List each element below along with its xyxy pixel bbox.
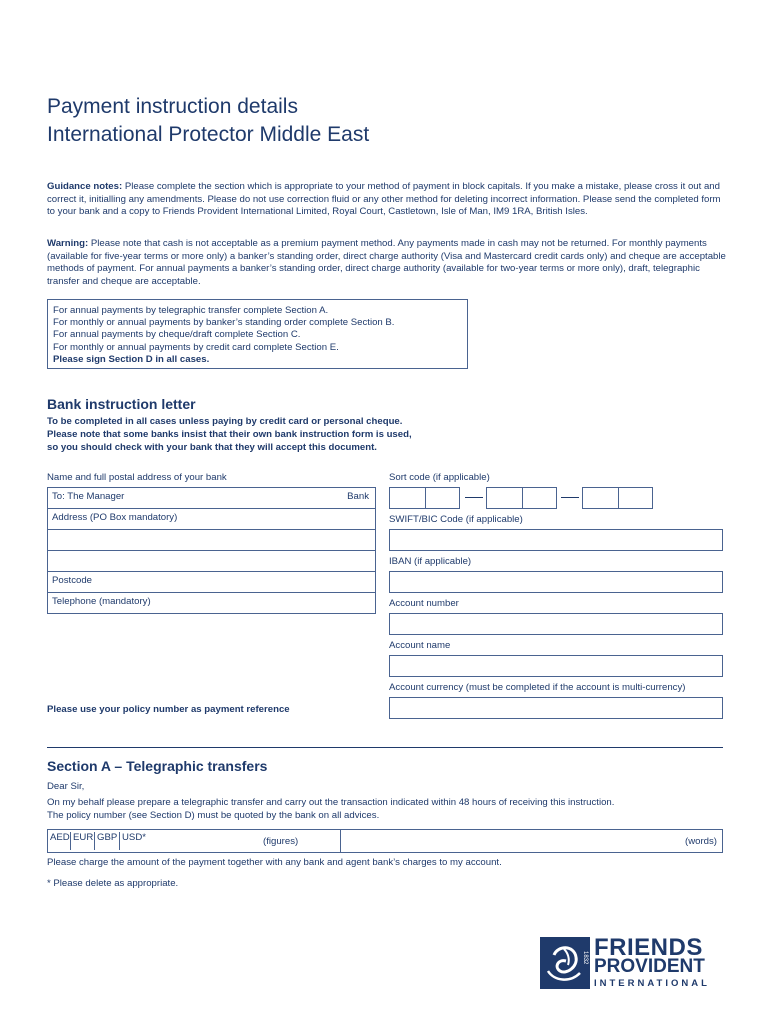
currency-divider <box>70 832 71 850</box>
info-line: For annual payments by cheque/draft complete Section C. <box>53 329 301 341</box>
address-line-2-field[interactable] <box>47 529 376 551</box>
bank-suffix-label: Bank <box>347 491 369 502</box>
delete-note: * Please delete as appropriate. <box>47 878 179 889</box>
iban-field[interactable] <box>389 571 723 593</box>
currency-gbp[interactable]: GBP <box>97 832 118 843</box>
logo-year: 1832 <box>582 951 588 965</box>
account-currency-label: Account currency (must be completed if the account is multi-currency) <box>389 682 686 693</box>
account-name-label: Account name <box>389 640 451 651</box>
words-label: (words) <box>685 836 717 847</box>
currency-eur[interactable]: EUR <box>73 832 94 843</box>
logo-provident: PROVIDENT <box>594 956 705 977</box>
currency-selector[interactable] <box>48 832 148 850</box>
warning-notes <box>47 238 727 288</box>
account-number-label: Account number <box>389 598 459 609</box>
section-a-line-1: On my behalf please prepare a telegraphic transfer and carry out the transaction indicated within 48 hours of receiving this instruction. <box>47 797 615 808</box>
sort-code-dash <box>561 497 579 498</box>
dear-sir: Dear Sir, <box>47 781 85 792</box>
logo-international: INTERNATIONAL <box>594 978 710 989</box>
account-currency-field[interactable] <box>389 697 723 719</box>
guidance-text: Please complete the section which is appropriate to your method of payment in block capitals. If you make a mistake, please cross it out and correct it, initialling any amendments. Please do not use correction fluid or any other method for deleting incorrect information. Please send the completed form to your bank and a copy to Friends Provident International Limited, Royal Court, Castletown, Isle of Man, IM9 1RA, British Isles. <box>47 181 721 218</box>
bank-letter-note-3: so you should check with your bank that they will accept this document. <box>47 442 377 453</box>
transfer-amount-field[interactable] <box>47 829 723 853</box>
address-line-3-field[interactable] <box>47 550 376 572</box>
sort-code-dash <box>465 497 483 498</box>
rose-logo-icon <box>540 937 590 989</box>
logo-friends: FRIENDS <box>594 934 703 961</box>
currency-divider <box>94 832 95 850</box>
bank-address-label: Name and full postal address of your bank <box>47 472 227 483</box>
account-number-field[interactable] <box>389 613 723 635</box>
page-title: Payment instruction details <box>47 95 298 118</box>
bank-letter-note-1: To be completed in all cases unless paying by credit card or personal cheque. <box>47 416 403 427</box>
telephone-label: Telephone (mandatory) <box>52 596 151 607</box>
payment-method-info-box <box>47 299 468 369</box>
info-bold-line: Please sign Section D in all cases. <box>53 353 210 365</box>
guidance-notes <box>47 181 727 219</box>
bank-letter-note-2: Please note that some banks insist that their own bank instruction form is used, <box>47 429 412 440</box>
telephone-field[interactable] <box>47 592 376 614</box>
info-line: For monthly or annual payments by credit card complete Section E. <box>53 341 339 353</box>
postcode-field[interactable] <box>47 571 376 593</box>
bank-name-field[interactable] <box>47 487 376 509</box>
policy-reference-note: Please use your policy number as payment reference <box>47 704 290 715</box>
sort-code-pair-3[interactable] <box>582 487 653 509</box>
swift-label: SWIFT/BIC Code (if applicable) <box>389 514 523 525</box>
sort-code-pair-1[interactable] <box>389 487 460 509</box>
info-line: For monthly or annual payments by banker’s standing order complete Section B. <box>53 317 395 329</box>
warning-text: Please note that cash is not acceptable as a premium payment method. Any payments made in cash may not be returned. For monthly payments (available for five-year terms or more only) a banker’s standing order, direct charge authority (Visa and Mastercard credit cards only) and cheque are acceptable methods of payment. For annual payments a banker’s standing order, direct charge authority (available for two-year terms or more only), draft, telegraphic transfer and cheque are acceptable. <box>47 238 726 287</box>
address-label: Address (PO Box mandatory) <box>52 512 178 523</box>
guidance-label: Guidance notes: <box>47 181 123 192</box>
warning-label: Warning: <box>47 238 89 249</box>
page-subtitle: International Protector Middle East <box>47 123 370 146</box>
figures-label: (figures) <box>263 836 299 847</box>
postcode-label: Postcode <box>52 575 93 586</box>
to-manager-label: To: The Manager <box>52 491 125 502</box>
iban-label: IBAN (if applicable) <box>389 556 472 567</box>
charge-note: Please charge the amount of the payment together with any bank and agent bank’s charges to my account. <box>47 857 502 868</box>
bank-letter-heading: Bank instruction letter <box>47 396 196 412</box>
currency-divider <box>119 832 120 850</box>
figures-words-divider <box>340 830 341 852</box>
section-divider <box>47 747 723 748</box>
sort-code-label: Sort code (if applicable) <box>389 472 490 483</box>
currency-usd[interactable]: USD* <box>122 832 146 843</box>
address-field[interactable] <box>47 508 376 530</box>
section-a-line-2: The policy number (see Section D) must be quoted by the bank on all advices. <box>47 810 380 821</box>
account-name-field[interactable] <box>389 655 723 677</box>
section-a-heading: Section A – Telegraphic transfers <box>47 758 268 774</box>
swift-field[interactable] <box>389 529 723 551</box>
sort-code-pair-2[interactable] <box>486 487 557 509</box>
info-line: For annual payments by telegraphic transfer complete Section A. <box>53 305 329 316</box>
currency-aed[interactable]: AED <box>50 832 70 843</box>
